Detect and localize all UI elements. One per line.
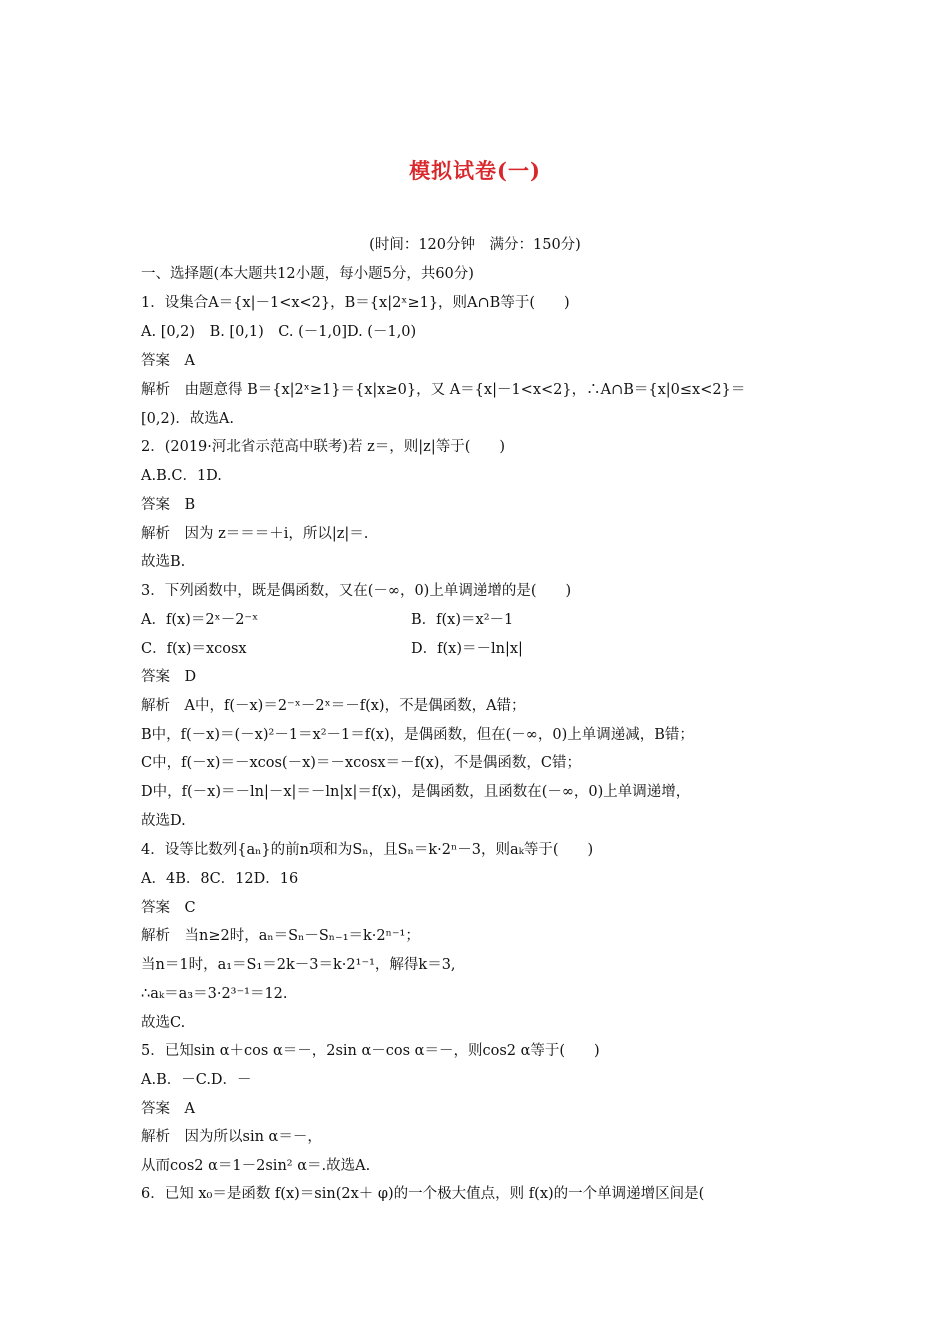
answer-4: 答案 C <box>141 900 196 916</box>
answer-2: 答案 B <box>141 497 196 513</box>
question-5: 5．已知sin α＋cos α＝－，2sin α－cos α＝－，则cos2 α等于( ) <box>141 1043 600 1059</box>
section-heading: 一、选择题(本大题共12小题，每小题5分，共60分) <box>141 266 474 282</box>
options-2: A.B.C．1D. <box>141 468 222 484</box>
analysis-3-end: 故选D. <box>141 813 186 829</box>
analysis-3d: D中，f(－x)＝－ln|－x|＝－ln|x|＝f(x)，是偶函数，且函数在(－∞，0)上单调递增， <box>141 784 691 800</box>
analysis-5a: 解析 因为所以sin α＝－， <box>141 1129 322 1145</box>
option-3a: A．f(x)＝2ˣ－2⁻ˣ <box>141 612 259 628</box>
options-3-row1 <box>141 610 841 630</box>
option-3c: C．f(x)＝xcosx <box>141 641 247 657</box>
options-5: A.B．－C.D．－ <box>141 1072 252 1088</box>
option-3d: D．f(x)＝－ln|x| <box>411 641 523 657</box>
options-1: A. [0,2) B. [0,1) C. (－1,0]D. (－1,0) <box>141 324 417 340</box>
options-3-row2 <box>141 639 841 659</box>
analysis-4-end: 故选C. <box>141 1015 186 1031</box>
question-2: 2．(2019·河北省示范高中联考)若 z＝，则|z|等于( ) <box>141 439 506 455</box>
question-6: 6．已知 x₀＝是函数 f(x)＝sin(2x＋ φ)的一个极大值点，则 f(x)的一个单调递增区间是( <box>141 1186 705 1202</box>
analysis-4c: ∴aₖ＝a₃＝3·2³⁻¹＝12. <box>141 986 288 1002</box>
analysis-3a: 解析 A中，f(－x)＝2⁻ˣ－2ˣ＝－f(x)，不是偶函数，A错； <box>141 698 526 714</box>
options-4: A．4B．8C．12D．16 <box>141 871 299 887</box>
analysis-4a: 解析 当n≥2时，aₙ＝Sₙ－Sₙ₋₁＝k·2ⁿ⁻¹； <box>141 928 420 944</box>
analysis-2-cont: 故选B. <box>141 554 186 570</box>
analysis-3b: B中，f(－x)＝(－x)²－1＝x²－1＝f(x)，是偶函数，但在(－∞，0)上单调递减，B错； <box>141 727 694 743</box>
answer-3: 答案 D <box>141 669 197 685</box>
question-3: 3．下列函数中，既是偶函数，又在(－∞，0)上单调递增的是( ) <box>141 583 572 599</box>
question-4: 4．设等比数列{aₙ}的前n项和为Sₙ，且Sₙ＝k·2ⁿ－3，则aₖ等于( ) <box>141 842 594 858</box>
analysis-5b: 从而cos2 α＝1－2sin² α＝.故选A. <box>141 1158 371 1174</box>
question-1: 1．设集合A＝{x|－1<x<2}，B＝{x|2ˣ≥1}，则A∩B等于( ) <box>141 295 570 311</box>
page-title: 模拟试卷(一) <box>409 158 541 183</box>
answer-1: 答案 A <box>141 353 195 369</box>
option-3b: B．f(x)＝x²－1 <box>411 612 514 628</box>
answer-5: 答案 A <box>141 1101 195 1117</box>
exam-meta: (时间：120分钟 满分：150分) <box>369 237 581 253</box>
analysis-1-cont: [0,2)．故选A. <box>141 411 234 427</box>
analysis-2: 解析 因为 z＝＝＝＋i，所以|z|＝. <box>141 526 369 542</box>
analysis-3c: C中，f(－x)＝－xcos(－x)＝－xcosx＝－f(x)，不是偶函数，C错； <box>141 755 582 771</box>
analysis-4b: 当n＝1时，a₁＝S₁＝2k－3＝k·2¹⁻¹，解得k＝3, <box>141 957 456 973</box>
analysis-1: 解析 由题意得 B＝{x|2ˣ≥1}＝{x|x≥0}，又 A＝{x|－1<x<2}，∴A∩B＝{x|0≤x<2}＝ <box>141 382 746 398</box>
